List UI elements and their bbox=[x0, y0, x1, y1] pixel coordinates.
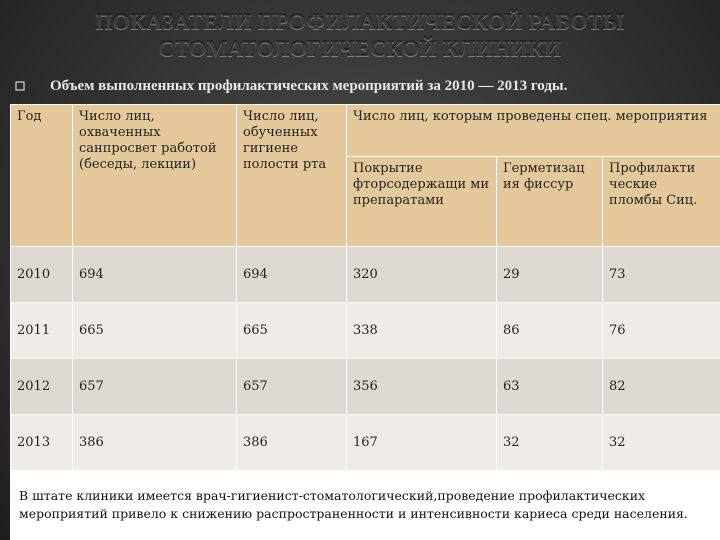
header-fluoride: Покрытие фторсодержащи ми препаратами bbox=[347, 157, 497, 247]
cell-sanprosvet: 657 bbox=[73, 359, 237, 415]
slide-title-line1: ПОКАЗАТЕЛИ ПРОФИЛАКТИЧЕСКОЙ РАБОТЫ bbox=[95, 9, 625, 34]
header-sanprosvet: Число лиц, охваченных санпросвет работой (беседы, лекции) bbox=[73, 105, 237, 247]
cell-hygiene: 386 bbox=[237, 415, 347, 471]
cell-sanprosvet: 665 bbox=[73, 303, 237, 359]
cell-year: 2010 bbox=[11, 247, 73, 303]
cell-year: 2012 bbox=[11, 359, 73, 415]
cell-sealing: 63 bbox=[497, 359, 603, 415]
cell-sealing: 29 bbox=[497, 247, 603, 303]
cell-hygiene: 694 bbox=[237, 247, 347, 303]
header-hygiene: Число лиц, обученных гигиене полости рта bbox=[237, 105, 347, 247]
cell-hygiene: 657 bbox=[237, 359, 347, 415]
table-row bbox=[11, 359, 720, 415]
header-fillings: Профилакти ческие пломбы Сиц. bbox=[603, 157, 720, 247]
header-special: Число лиц, которым проведены спец. мероприятия bbox=[347, 105, 720, 157]
hollow-square-bullet-icon bbox=[14, 80, 26, 92]
slide-title bbox=[0, 8, 720, 62]
table-row bbox=[11, 303, 720, 359]
cell-year: 2011 bbox=[11, 303, 73, 359]
cell-fluoride: 167 bbox=[347, 415, 497, 471]
cell-fillings: 76 bbox=[603, 303, 720, 359]
header-year: Год bbox=[11, 105, 73, 247]
cell-fillings: 73 bbox=[603, 247, 720, 303]
cell-sealing: 86 bbox=[497, 303, 603, 359]
table-row bbox=[11, 247, 720, 303]
cell-year: 2013 bbox=[11, 415, 73, 471]
cell-sanprosvet: 694 bbox=[73, 247, 237, 303]
slide-subtitle: Объем выполненных профилактических мероприятий за 2010 — 2013 годы. bbox=[50, 78, 568, 94]
cell-fluoride: 338 bbox=[347, 303, 497, 359]
cell-hygiene: 665 bbox=[237, 303, 347, 359]
cell-sanprosvet: 386 bbox=[73, 415, 237, 471]
cell-sealing: 32 bbox=[497, 415, 603, 471]
cell-fillings: 32 bbox=[603, 415, 720, 471]
prevention-table bbox=[10, 104, 720, 540]
cell-fluoride: 356 bbox=[347, 359, 497, 415]
cell-fluoride: 320 bbox=[347, 247, 497, 303]
slide-title-line2: СТОМАТОЛОГИЧЕСКОЙ КЛИНИКИ bbox=[158, 36, 562, 61]
cell-fillings: 82 bbox=[603, 359, 720, 415]
table-row bbox=[11, 415, 720, 471]
table-footnote: В штате клиники имеется врач-гигиенист-стоматологический,проведение профилактических мероприятий привело к снижению распространенности и интенсивности кариеса среди населения. bbox=[11, 471, 720, 540]
header-sealing: Герметизац ия фиссур bbox=[497, 157, 603, 247]
